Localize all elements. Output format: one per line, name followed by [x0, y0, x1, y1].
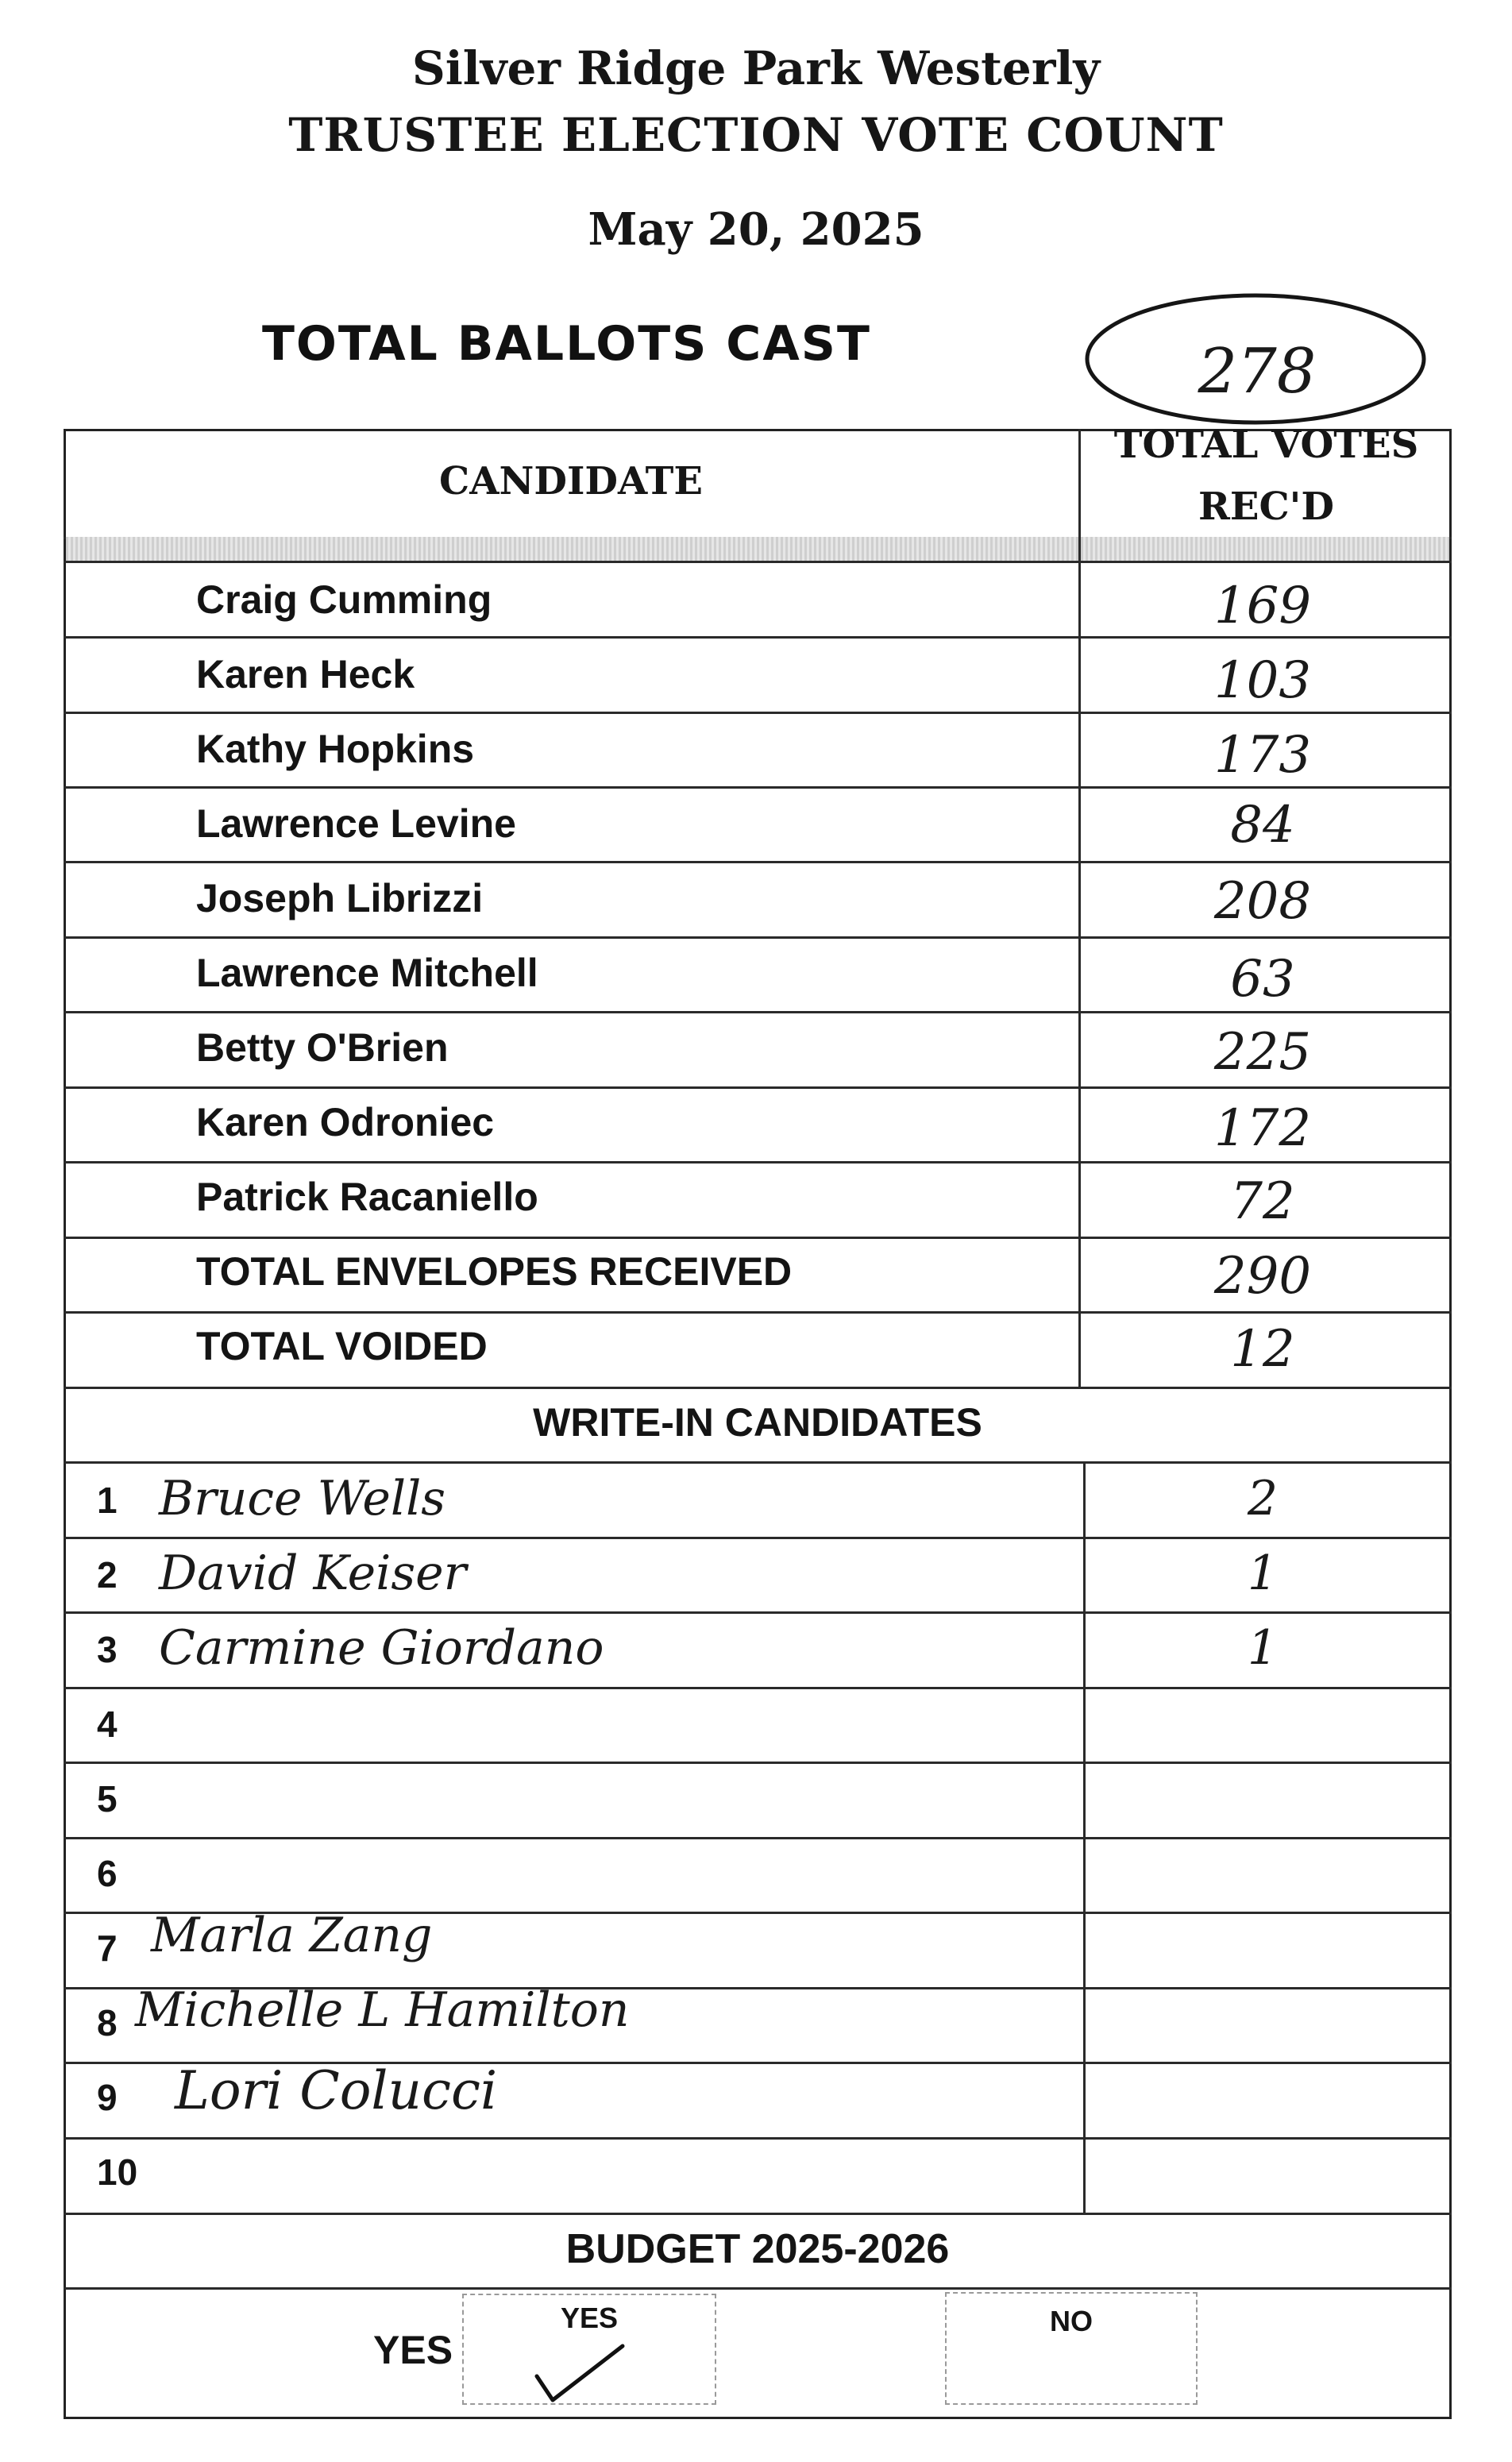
- checkmark-icon: [464, 2295, 718, 2406]
- write-in-name: Carmine Giordano: [159, 1620, 604, 1676]
- total-ballots-circled-value: [1076, 286, 1441, 437]
- candidate-name: Karen Odroniec: [196, 1100, 495, 1144]
- candidate-votes: 208: [1213, 872, 1312, 931]
- candidate-name: Lawrence Mitchell: [196, 951, 538, 995]
- candidate-votes: 84: [1230, 796, 1295, 855]
- write-in-number: 9: [97, 2077, 118, 2118]
- votes-column-header-line2: REC'D: [1198, 484, 1334, 529]
- budget-no-checkbox[interactable]: [945, 2292, 1198, 2405]
- write-in-heading: WRITE-IN CANDIDATES: [533, 1400, 982, 1445]
- budget-yes-label: YES: [373, 2328, 453, 2372]
- total-voided-value: 12: [1230, 1320, 1295, 1379]
- candidate-votes: 169: [1213, 577, 1312, 635]
- write-in-votes: 1: [1247, 1620, 1279, 1676]
- votes-column-header-line1: TOTAL VOTES: [1113, 423, 1419, 467]
- candidate-name: Patrick Racaniello: [196, 1175, 538, 1219]
- envelopes-received-label: TOTAL ENVELOPES RECEIVED: [196, 1249, 793, 1294]
- write-in-number: 3: [97, 1629, 118, 1670]
- election-date: May 20, 2025: [588, 203, 924, 256]
- candidate-votes: 63: [1230, 950, 1295, 1009]
- organization-name: Silver Ridge Park Westerly: [411, 41, 1101, 95]
- candidate-votes: 173: [1213, 726, 1312, 785]
- signature: Michelle L Hamilton: [135, 1982, 630, 2038]
- total-voided-label: TOTAL VOIDED: [196, 1324, 488, 1368]
- write-in-number: 5: [97, 1778, 118, 1819]
- budget-yes-checkbox[interactable]: [462, 2294, 716, 2405]
- signature: Lori Colucci: [175, 2060, 498, 2121]
- candidate-name: Craig Cumming: [196, 577, 492, 622]
- write-in-votes: 1: [1247, 1546, 1279, 1601]
- write-in-name: David Keiser: [159, 1546, 467, 1601]
- write-in-number: 10: [97, 2151, 138, 2193]
- envelopes-received-value: 290: [1213, 1247, 1312, 1306]
- candidate-votes: 72: [1230, 1172, 1295, 1231]
- no-box-label: NO: [1050, 2305, 1093, 2337]
- write-in-number: 7: [97, 1928, 118, 1969]
- write-in-number: 1: [97, 1480, 118, 1521]
- budget-heading: BUDGET 2025-2026: [565, 2226, 950, 2272]
- total-ballots-label: TOTAL BALLOTS CAST: [262, 316, 871, 372]
- candidate-votes: 172: [1213, 1099, 1312, 1158]
- write-in-number: 2: [97, 1554, 118, 1596]
- candidate-name: Kathy Hopkins: [196, 727, 475, 771]
- candidate-name: Joseph Librizzi: [196, 876, 484, 920]
- total-ballots-value: 278: [1198, 336, 1317, 407]
- candidate-votes: 103: [1213, 651, 1312, 710]
- write-in-number: 8: [97, 2002, 118, 2043]
- candidate-name: Karen Heck: [196, 652, 415, 697]
- form-title: TRUSTEE ELECTION VOTE COUNT: [288, 108, 1224, 162]
- candidate-name: Betty O'Brien: [196, 1025, 449, 1070]
- header-shading-band: [66, 537, 1449, 561]
- signature: Marla Zang: [151, 1908, 433, 1963]
- write-in-number: 4: [97, 1704, 118, 1745]
- candidate-votes: 225: [1213, 1023, 1312, 1082]
- write-in-votes: 2: [1247, 1471, 1279, 1526]
- write-in-number: 6: [97, 1853, 118, 1894]
- write-in-name: Bruce Wells: [159, 1471, 446, 1526]
- candidate-column-header: CANDIDATE: [439, 459, 703, 504]
- candidate-name: Lawrence Levine: [196, 801, 516, 846]
- yes-box-label: YES: [560, 2302, 619, 2334]
